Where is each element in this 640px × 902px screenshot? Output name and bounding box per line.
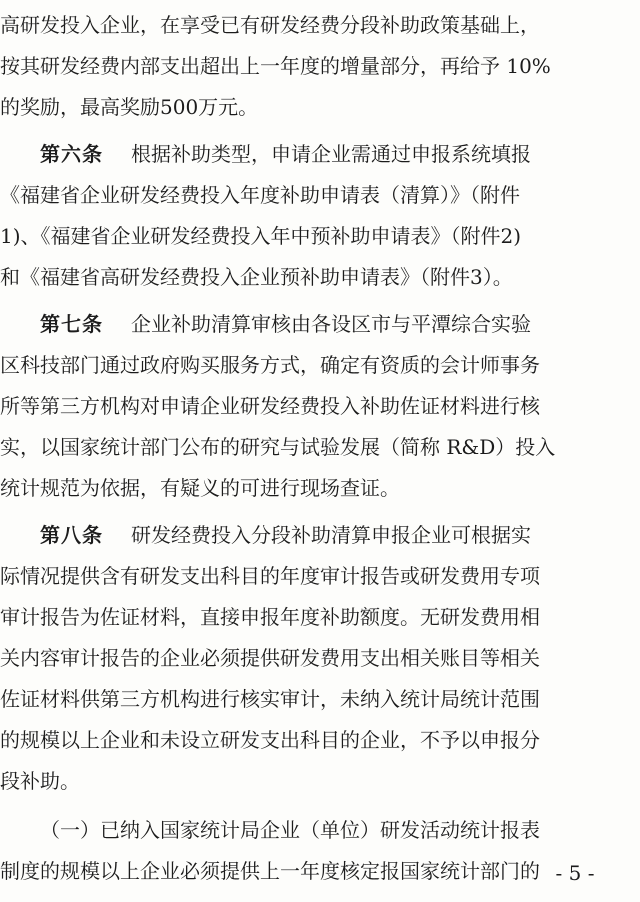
text-line: [0, 852, 640, 890]
line-text: 段补助。: [0, 769, 80, 793]
line-text: 区科技部门通过政府购买服务方式，确定有资质的会计师事务: [0, 353, 540, 377]
line-text: 实，以国家统计部门公布的研究与试验发展（简称 R&D）投入: [0, 435, 556, 459]
line-text: 根据补助类型，申请企业需通过申报系统填报: [131, 142, 531, 166]
line-text: 统计规范为依据，有疑义的可进行现场查证。: [0, 476, 400, 500]
text-line: [0, 6, 640, 44]
article-8-heading-line: [40, 516, 640, 554]
text-line: [0, 176, 640, 214]
line-text: 关内容审计报告的企业必须提供研发费用支出相关账目等相关: [0, 646, 540, 670]
article-6-heading-line: [40, 135, 640, 173]
page-number: - 5 -: [555, 861, 595, 885]
text-line: [0, 721, 640, 759]
paragraph-item-line: [40, 811, 640, 849]
line-text: 企业补助清算审核由各设区市与平潭综合实验: [131, 312, 531, 336]
text-line: [0, 762, 520, 800]
article-7-label: 第七条: [40, 312, 103, 336]
line-text: （一）已纳入国家统计局企业（单位）研发活动统计报表: [40, 818, 540, 842]
line-text: 佐证材料供第三方机构进行核实审计，未纳入统计局统计范围: [0, 687, 540, 711]
text-line: [0, 217, 640, 255]
line-text: 的规模以上企业和未设立研发支出科目的企业，不予以申报分: [0, 728, 540, 752]
text-line: [0, 639, 640, 677]
line-text: 制度的规模以上企业必须提供上一年度核定报国家统计部门的: [0, 859, 540, 883]
text-line: [0, 428, 640, 466]
line-text: 际情况提供含有研发支出科目的年度审计报告或研发费用专项: [0, 564, 540, 588]
line-text: 研发经费投入分段补助清算申报企业可根据实: [131, 523, 531, 547]
line-text: 按其研发经费内部支出超出上一年度的增量部分，再给予 10%: [0, 54, 551, 78]
line-text: 和《福建省高研发经费投入企业预补助申请表》（附件3）。: [0, 265, 513, 289]
text-line: [0, 598, 640, 636]
line-text: 审计报告为佐证材料，直接申报年度补助额度。无研发费用相: [0, 605, 540, 629]
line-text: 所等第三方机构对申请企业研发经费投入补助佐证材料进行核: [0, 394, 540, 418]
text-line: [0, 557, 640, 595]
article-8-label: 第八条: [40, 523, 103, 547]
text-line: [0, 387, 640, 425]
article-6-label: 第六条: [40, 142, 103, 166]
text-line: [0, 469, 640, 507]
text-line: [0, 47, 640, 85]
text-line: [0, 680, 640, 718]
text-line: [0, 88, 640, 126]
text-line: [0, 258, 640, 296]
article-7-heading-line: [40, 305, 640, 343]
text-line: [0, 346, 640, 384]
line-text: 的奖励，最高奖励500万元。: [0, 95, 259, 119]
line-text: 1)、《福建省企业研发经费投入年中预补助申请表》（附件2): [0, 224, 522, 248]
line-text: 《福建省企业研发经费投入年度补助申请表（清算）》（附件: [0, 183, 520, 207]
line-text: 高研发投入企业，在享受已有研发经费分段补助政策基础上，: [0, 13, 540, 37]
